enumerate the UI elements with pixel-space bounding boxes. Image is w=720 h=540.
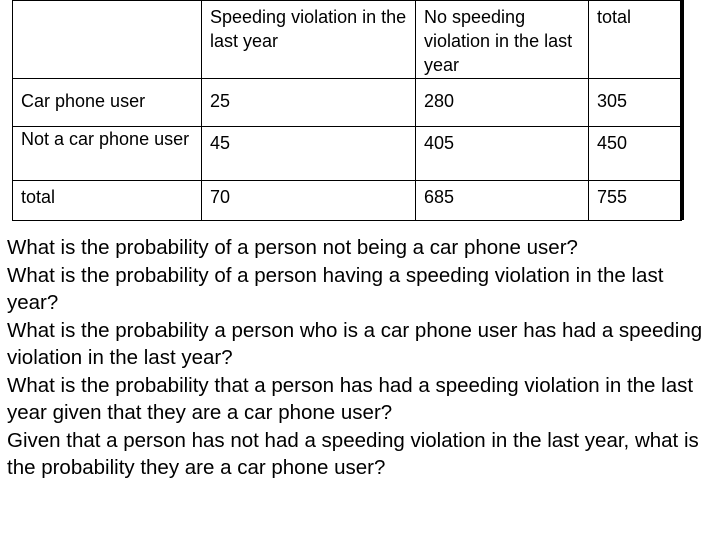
question-item: What is the probability that a person has had a speeding violation in the last year given that they are a car phone user? [7, 373, 694, 424]
question-item: What is the probability a person who is a car phone user has had a speeding violation in the last year? [7, 318, 703, 369]
cell-total: 755 [589, 181, 682, 221]
header-corner-cell [13, 1, 202, 79]
cell-no-speeding: 280 [416, 79, 589, 127]
table-row [13, 181, 682, 221]
cell-speeding: 25 [202, 79, 416, 127]
table-header-row [13, 1, 682, 79]
question-list [7, 234, 717, 482]
cell-no-speeding: 685 [416, 181, 589, 221]
row-label: Not a car phone user [13, 127, 202, 181]
cell-speeding: 70 [202, 181, 416, 221]
cell-total: 305 [589, 79, 682, 127]
cell-total: 450 [589, 127, 682, 181]
row-label: Car phone user [13, 79, 202, 127]
question-item: What is the probability of a person not being a car phone user? [7, 236, 578, 259]
table-row [13, 79, 682, 127]
question-item: What is the probability of a person having a speeding violation in the last year? [7, 263, 664, 314]
contingency-table [12, 0, 682, 221]
cell-speeding: 45 [202, 127, 416, 181]
row-label: total [13, 181, 202, 221]
header-no-speeding: No speeding violation in the last year [416, 1, 589, 79]
table-row [13, 127, 682, 181]
question-item: Given that a person has not had a speeding violation in the last year, what is the probability they are a car phone user? [7, 428, 699, 479]
header-total: total [589, 1, 682, 79]
cell-no-speeding: 405 [416, 127, 589, 181]
header-speeding: Speeding violation in the last year [202, 1, 416, 79]
